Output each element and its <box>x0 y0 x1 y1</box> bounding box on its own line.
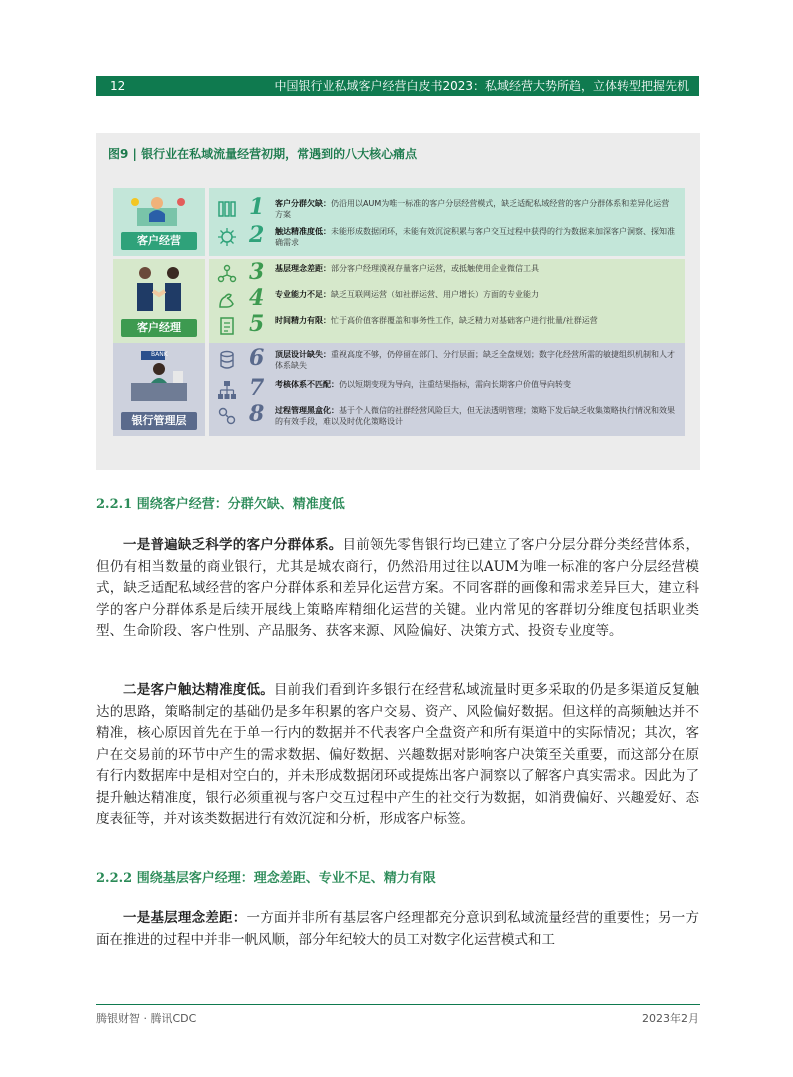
group-account-manager <box>113 259 685 343</box>
pain-point-row <box>209 287 685 313</box>
footer-date: 2023年2月 <box>642 1012 699 1025</box>
group-illustration-panel <box>113 343 205 436</box>
paragraph-lead: 一是基层理念差距： <box>123 910 247 926</box>
pain-point-number: 7 <box>249 375 265 401</box>
section-heading: 2.2.2 围绕基层客户经理：理念差距、专业不足、精力有限 <box>96 871 436 886</box>
pain-point-row <box>209 403 685 429</box>
page-number: 12 <box>110 79 126 93</box>
pain-point-number: 2 <box>249 222 265 248</box>
pain-point-text: 时间精力有限：忙于高价值客群覆盖和事务性工作，缺乏精力对基础客户进行批量/社群运营 <box>275 316 598 325</box>
paragraph-body: 一方面并非所有基层客户经理都充分意识到私域流量经营的重要性；另一方面在推进的过程中并非一帆风顺，部分年纪较大的员工对数字化运营模式和工 <box>96 910 700 948</box>
pain-point-row <box>209 313 685 339</box>
pain-point-number: 5 <box>249 311 265 337</box>
pain-point-text: 过程管理黑盒化：基于个人微信的社群经营风险巨大，但无法透明管理；策略下发后缺乏收集策略执行情况和效果的有效手段，难以及时优化策略设计 <box>275 406 675 426</box>
customer-illustration-icon <box>123 194 195 230</box>
virus-icon <box>217 227 237 247</box>
pain-point-text: 基层理念差距：部分客户经理漠视存量客户运营，或抵触使用企业微信工具 <box>275 264 539 273</box>
pain-point-number: 4 <box>249 285 265 311</box>
pain-point-row <box>209 377 685 403</box>
bank-sign-text: BANK <box>151 351 168 358</box>
footer-divider <box>96 1004 700 1005</box>
database-icon <box>217 350 237 370</box>
network-icon <box>217 264 237 284</box>
header-bar <box>96 76 699 96</box>
pain-point-text: 专业能力不足：缺乏互联网运营（如社群运营、用户增长）方面的专业能力 <box>275 290 539 299</box>
org-chart-icon <box>217 380 237 400</box>
group-items-panel <box>209 188 685 256</box>
pain-point-number: 6 <box>249 345 265 371</box>
section-heading: 2.2.1 围绕客户经营：分群欠缺、精准度低 <box>96 497 345 512</box>
pain-point-number: 3 <box>249 259 265 285</box>
checklist-icon <box>217 316 237 336</box>
pain-point-text: 触达精准度低：未能形成数据闭环，未能有效沉淀积累与客户交互过程中获得的行为数据来加深客户洞察、探知准确需求 <box>275 227 675 247</box>
pain-point-row <box>209 196 685 222</box>
document-title: 中国银行业私域客户经营白皮书2023：私域经营大势所趋，立体转型把握先机 <box>274 79 689 93</box>
group-label: 客户经理 <box>121 319 197 337</box>
paragraph-lead: 二是客户触达精准度低。 <box>123 682 274 698</box>
pain-point-text: 考核体系不匹配：仍以短期变现为导向，注重结果指标，需向长期客户价值导向转变 <box>275 380 571 389</box>
figure-title: 图9 | 银行业在私域流量经营初期，常遇到的八大核心痛点 <box>108 147 418 161</box>
paragraph <box>96 535 699 643</box>
pain-point-text: 顶层设计缺失：重视高度不够，仍停留在部门、分行层面；缺乏全盘规划；数字化经营所需的敏捷组织机制和人才体系缺失 <box>275 350 675 370</box>
pain-point-number: 1 <box>249 194 265 220</box>
handshake-illustration-icon <box>123 265 195 313</box>
group-items-panel <box>209 343 685 436</box>
paragraph-body: 目前领先零售银行均已建立了客户分层分群分类经营体系，但仍有相当数量的商业银行，尤其是城农商行，仍然沿用过往以AUM为唯一标准的客户分层经营模式，缺乏适配私域经营的客户分群体系和差异化运营方案。不同客群的画像和需求差异巨大，建立科学的客户分群体系是后续开展线上策略库精细化运营的关键。业内常见的客群切分维度包括职业类型、生命阶段、客户性别、产品服务、获客来源、风险偏好、决策方式、投资专业度等。 <box>96 537 700 639</box>
paragraph <box>96 908 699 951</box>
figure-panel <box>96 133 700 470</box>
pain-point-row <box>209 347 685 373</box>
group-customer-operation <box>113 188 685 256</box>
group-label: 客户经营 <box>121 232 197 250</box>
pain-point-number: 8 <box>249 401 265 427</box>
muscle-icon <box>217 290 237 310</box>
paragraph-lead: 一是普遍缺乏科学的客户分群体系。 <box>123 537 343 553</box>
group-label: 银行管理层 <box>121 412 197 430</box>
pain-point-text: 客户分群欠缺：仍沿用以AUM为唯一标准的客户分层经营模式，缺乏适配私域经营的客户分群体系和差异化运营方案 <box>275 199 670 219</box>
footer-publisher: 腾银财智 · 腾讯CDC <box>96 1012 197 1025</box>
paragraph-body: 目前我们看到许多银行在经营私域流量时更多采取的仍是多渠道反复触达的思路，策略制定的基础仍是多年积累的客户交易、资产、风险偏好数据。但这样的高频触达并不精准，核心原因首先在于单一行内的数据并不代表客户全盘资产和所有渠道中的实际情况；其次，客户在交易前的环节中产生的需求数据、偏好数据、兴趣数据对影响客户决策至关重要，而这部分在原有行内数据库中是相对空白的，并未形成数据闭环或提炼出客户洞察以了解客户真实需求。因此为了提升触达精准度，银行必须重视与客户交互过程中产生的社交行为数据，如消费偏好、兴趣爱好、态度表征等，并对该类数据进行有效沉淀和分析，形成客户标签。 <box>96 682 700 827</box>
group-bank-management <box>113 343 685 436</box>
pain-point-row <box>209 261 685 287</box>
pain-point-row <box>209 224 685 250</box>
group-items-panel <box>209 259 685 343</box>
group-illustration-panel <box>113 259 205 343</box>
gear-flow-icon <box>217 406 237 426</box>
group-illustration-panel <box>113 188 205 256</box>
paragraph <box>96 680 699 831</box>
books-icon <box>217 199 237 219</box>
